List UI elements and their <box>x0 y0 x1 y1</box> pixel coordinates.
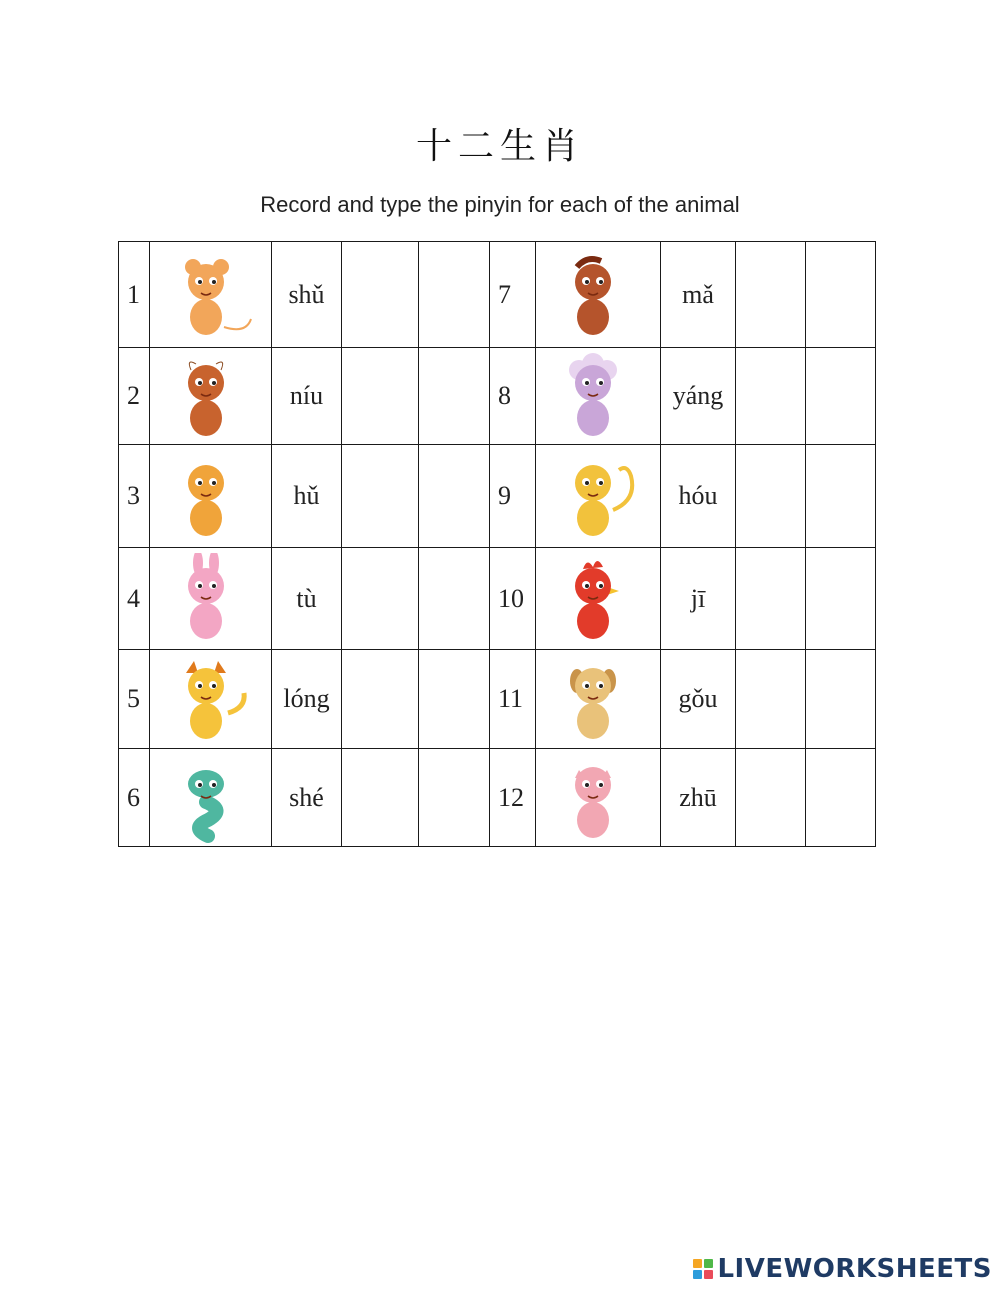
pinyin-answer-input[interactable] <box>419 281 489 310</box>
animal-pinyin: níu <box>272 348 342 445</box>
animal-picture <box>150 650 272 749</box>
type-answer-cell[interactable] <box>806 749 876 847</box>
animal-number: 1 <box>119 242 150 348</box>
type-answer-cell[interactable] <box>806 348 876 445</box>
animal-picture <box>150 348 272 445</box>
type-answer-cell[interactable] <box>419 650 490 749</box>
record-answer-cell[interactable] <box>736 348 806 445</box>
table-row <box>119 242 876 348</box>
animal-number: 5 <box>119 650 150 749</box>
animal-pinyin: tù <box>272 548 342 650</box>
animal-number: 3 <box>119 445 150 548</box>
type-answer-cell[interactable] <box>806 548 876 650</box>
animal-number: 10 <box>490 548 536 650</box>
worksheet-instruction: Record and type the pinyin for each of the animal <box>260 192 740 217</box>
animal-picture <box>536 650 661 749</box>
animal-pinyin: gǒu <box>661 650 736 749</box>
pinyin-answer-input[interactable] <box>806 383 875 412</box>
animal-picture <box>536 749 661 847</box>
type-answer-cell[interactable] <box>419 548 490 650</box>
rabbit-icon <box>166 553 256 645</box>
logo-text: LIVEWORKSHEETS <box>717 1254 992 1284</box>
type-answer-cell[interactable] <box>419 749 490 847</box>
type-answer-cell[interactable] <box>806 445 876 548</box>
dog-icon <box>553 653 643 745</box>
animal-number: 9 <box>490 445 536 548</box>
animal-pinyin: yáng <box>661 348 736 445</box>
table-row <box>119 348 876 445</box>
animal-number: 7 <box>490 242 536 348</box>
animal-number: 12 <box>490 749 536 847</box>
type-answer-cell[interactable] <box>419 242 490 348</box>
table-row <box>119 650 876 749</box>
type-answer-cell[interactable] <box>806 242 876 348</box>
record-answer-cell[interactable] <box>342 749 419 847</box>
record-answer-cell[interactable] <box>736 242 806 348</box>
animal-pinyin: hǔ <box>272 445 342 548</box>
animal-pinyin: shé <box>272 749 342 847</box>
logo-blocks-icon <box>693 1259 713 1279</box>
animal-pinyin: zhū <box>661 749 736 847</box>
record-answer-cell[interactable] <box>342 348 419 445</box>
animal-number: 6 <box>119 749 150 847</box>
record-answer-cell[interactable] <box>342 548 419 650</box>
monkey-icon <box>553 450 643 542</box>
record-answer-cell[interactable] <box>736 749 806 847</box>
record-answer-cell[interactable] <box>736 548 806 650</box>
pinyin-answer-input[interactable] <box>806 585 875 614</box>
dragon-icon <box>166 653 256 745</box>
table-row <box>119 445 876 548</box>
record-answer-cell[interactable] <box>342 242 419 348</box>
pinyin-answer-input[interactable] <box>806 281 875 310</box>
type-answer-cell[interactable] <box>419 348 490 445</box>
animal-number: 2 <box>119 348 150 445</box>
pinyin-answer-input[interactable] <box>806 483 875 512</box>
pinyin-answer-input[interactable] <box>419 686 489 715</box>
zodiac-table <box>118 241 876 847</box>
animal-number: 8 <box>490 348 536 445</box>
pinyin-answer-input[interactable] <box>419 383 489 412</box>
snake-icon <box>166 752 256 844</box>
animal-picture <box>536 445 661 548</box>
animal-picture <box>150 548 272 650</box>
horse-icon <box>553 249 643 341</box>
animal-picture <box>536 548 661 650</box>
record-answer-cell[interactable] <box>342 445 419 548</box>
animal-number: 4 <box>119 548 150 650</box>
pinyin-answer-input[interactable] <box>806 784 875 813</box>
table-row <box>119 749 876 847</box>
type-answer-cell[interactable] <box>806 650 876 749</box>
pinyin-answer-input[interactable] <box>419 784 489 813</box>
animal-picture <box>536 242 661 348</box>
pinyin-answer-input[interactable] <box>419 483 489 512</box>
record-answer-cell[interactable] <box>736 650 806 749</box>
rooster-icon <box>553 553 643 645</box>
animal-picture <box>150 242 272 348</box>
tiger-icon <box>166 450 256 542</box>
animal-pinyin: hóu <box>661 445 736 548</box>
animal-picture <box>150 445 272 548</box>
animal-picture <box>150 749 272 847</box>
goat-icon <box>553 350 643 442</box>
pinyin-answer-input[interactable] <box>419 585 489 614</box>
liveworksheets-logo <box>693 1254 992 1284</box>
rat-icon <box>166 249 256 341</box>
table-row <box>119 548 876 650</box>
type-answer-cell[interactable] <box>419 445 490 548</box>
animal-pinyin: jī <box>661 548 736 650</box>
animal-number: 11 <box>490 650 536 749</box>
animal-pinyin: lóng <box>272 650 342 749</box>
pig-icon <box>553 752 643 844</box>
worksheet-title: 十二生肖 <box>415 126 584 167</box>
pinyin-answer-input[interactable] <box>806 686 875 715</box>
animal-pinyin: shǔ <box>272 242 342 348</box>
record-answer-cell[interactable] <box>342 650 419 749</box>
record-answer-cell[interactable] <box>736 445 806 548</box>
animal-pinyin: mǎ <box>661 242 736 348</box>
animal-picture <box>536 348 661 445</box>
ox-icon <box>166 350 256 442</box>
